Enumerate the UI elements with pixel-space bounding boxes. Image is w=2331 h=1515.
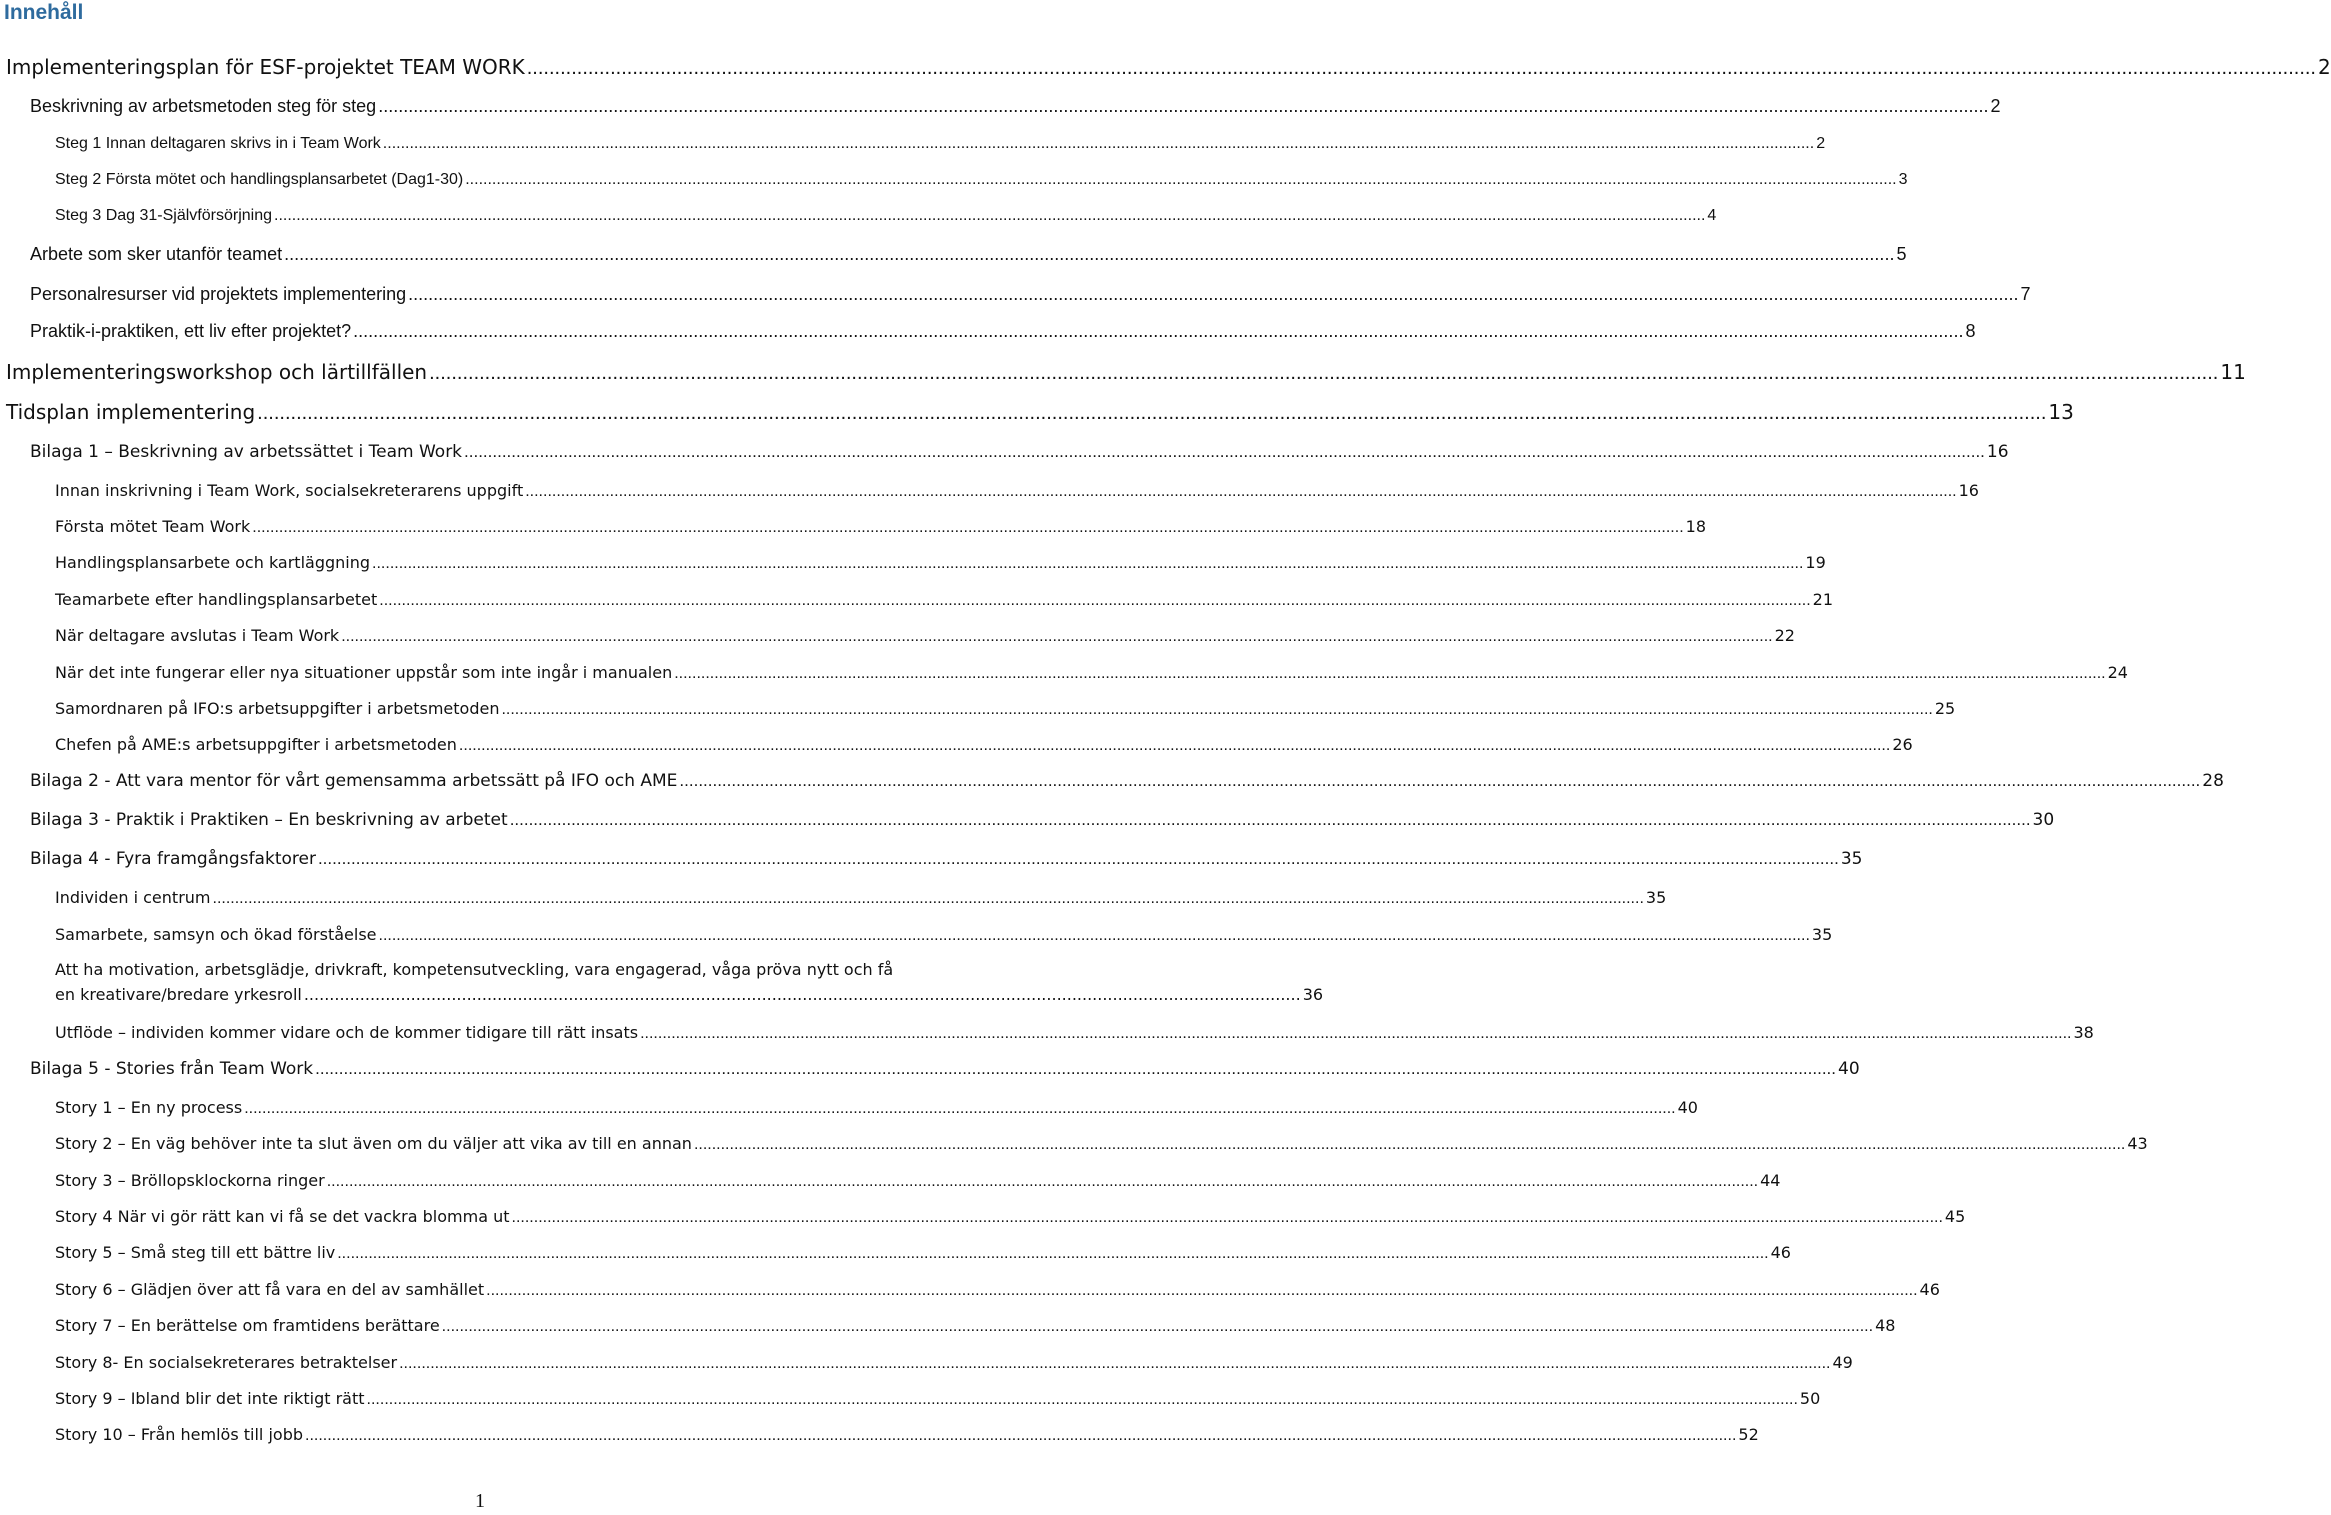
toc-entry-page: 35 [1645,888,1667,907]
toc-leader [429,362,2218,385]
toc-leader [367,1391,1798,1409]
toc-leader [486,1282,1917,1300]
toc-entry-title: Individen i centrum [55,888,211,907]
toc-entry[interactable] [30,849,1863,869]
toc-leader [408,284,2018,305]
toc-entry-title: Personalresurser vid projektets implementering [30,284,407,304]
toc-leader [459,737,1890,755]
toc-entry-title: Arbete som sker utanför teamet [30,244,283,264]
toc-entry-title: Steg 1 Innan deltagaren skrivs in i Team Work [55,135,381,152]
toc-entry-page: 44 [1760,1171,1781,1190]
toc-leader [525,483,1956,501]
toc-entry-page: 25 [1934,699,1956,718]
toc-leader [252,519,1683,537]
toc-entry-title: Att ha motivation, arbetsglädje, drivkraft, kompetensutveckling, vara engagerad, våga pröva nytt och få [55,960,894,979]
toc-entry-title: Chefen på AME:s arbetsuppgifter i arbetsmetoden [55,735,457,754]
toc-entry[interactable] [55,1389,1821,1409]
toc-entry-title: Samarbete, samsyn och ökad förståelse [55,925,377,944]
toc-leader [674,665,2105,683]
toc-entry-title: Bilaga 4 - Fyra framgångsfaktorer [30,849,316,869]
toc-entry-page: 7 [2020,284,2031,304]
toc-entry-page: 4 [1707,207,1717,224]
toc-entry-title: Teamarbete efter handlingsplansarbetet [55,590,378,609]
toc-entry[interactable] [30,321,1976,342]
toc-leader [318,849,1839,869]
toc-entry-title-cont: en kreativare/bredare yrkesroll [55,985,302,1004]
toc-entry[interactable] [55,481,1979,501]
toc-entry-page: 26 [1892,735,1913,754]
toc-entry-page: 11 [2220,360,2246,384]
toc-entry-title: Story 9 – Ibland blir det inte riktigt rätt [55,1389,365,1408]
toc-entry[interactable] [55,1134,2148,1154]
toc-entry[interactable] [55,1316,1896,1336]
toc-entry-page: 45 [1944,1207,1966,1226]
toc-leader [694,1136,2125,1154]
toc-entry-title: Implementeringsworkshop och lärtillfällen [6,360,428,384]
toc-leader [305,1427,1736,1445]
toc-entry[interactable] [55,1023,2094,1043]
toc-entry[interactable] [55,960,1324,1004]
toc-entry-page: 5 [1896,244,1907,264]
toc-entry-page: 19 [1805,553,1826,572]
toc-entry[interactable] [30,284,2031,305]
toc-entry-page: 36 [1302,985,1324,1004]
toc-leader [284,244,1894,265]
toc-entry-page: 22 [1774,626,1795,645]
toc-entry-page: 52 [1738,1425,1759,1444]
toc-leader [510,810,2031,830]
toc-entry-page: 3 [1898,171,1908,188]
toc-leader [378,96,1988,117]
toc-entry-title: Story 5 – Små steg till ett bättre liv [55,1243,336,1262]
toc-entry-page: 46 [1770,1243,1791,1262]
toc-entry[interactable] [55,699,1956,719]
toc-entry[interactable] [55,735,1913,755]
toc-entry-page: 35 [1811,925,1833,944]
toc-entry-title: Samordnaren på IFO:s arbetsuppgifter i arbetsmetoden [55,699,500,718]
toc-entry-title: Story 3 – Bröllopsklockorna ringer [55,1171,325,1190]
toc-entry[interactable] [30,771,2224,791]
toc-leader [257,402,2046,425]
toc-entry[interactable] [55,1280,1940,1300]
toc-entry-page: 43 [2127,1134,2148,1153]
page-number: 1 [475,1490,485,1512]
toc-entry-page: 30 [2032,810,2055,830]
toc-leader [527,57,2316,80]
toc-entry-page: 28 [2202,771,2224,791]
toc-entry[interactable] [55,207,1717,225]
toc-entry[interactable] [55,663,2128,683]
toc-entry[interactable] [30,96,2001,117]
toc-entry-title: Bilaga 3 - Praktik i Praktiken – En beskrivning av arbetet [30,810,508,830]
toc-entry-title: Bilaga 5 - Stories från Team Work [30,1059,314,1079]
toc-entry[interactable] [30,810,2055,830]
toc-entry-title: Story 1 – En ny process [55,1098,243,1117]
toc-leader [464,442,1985,462]
toc-entry-title: När deltagare avslutas i Team Work [55,626,340,645]
toc-entry[interactable] [55,1353,1853,1373]
toc-leader [372,555,1803,573]
toc-leader [399,1355,1830,1373]
toc-entry-title: Handlingsplansarbete och kartläggning [55,553,371,572]
toc-entry-page: 16 [1958,481,1979,500]
toc-entry-title: Praktik-i-praktiken, ett liv efter projektet? [30,321,352,341]
toc-entry-title: Innan inskrivning i Team Work, socialsekreterarens uppgift [55,481,524,500]
toc-entry[interactable] [30,442,2009,462]
toc-entry[interactable] [55,1425,1759,1445]
toc-entry[interactable] [55,553,1826,573]
toc-entry[interactable] [55,590,1834,610]
toc-entry[interactable] [6,55,2331,80]
toc-entry-title: Story 10 – Från hemlös till jobb [55,1425,303,1444]
toc-heading: Innehåll [4,1,84,24]
toc-entry-title: Story 8- En socialsekreterares betraktelser [55,1353,398,1372]
toc-entry[interactable] [55,517,1706,537]
toc-leader [327,1173,1758,1191]
toc-entry[interactable] [55,1171,1781,1191]
toc-entry[interactable] [30,1059,1860,1079]
toc-entry-title: Bilaga 2 - Att vara mentor för vårt gemensamma arbetssätt på IFO och AME [30,771,678,791]
toc-leader [244,1100,1675,1118]
toc-entry-title: Story 7 – En berättelse om framtidens berättare [55,1316,440,1335]
toc-entry-page: 2 [2318,55,2331,79]
toc-entry[interactable] [6,360,2246,385]
toc-entry[interactable] [55,1243,1791,1263]
toc-entry-page: 50 [1799,1389,1821,1408]
toc-entry-page: 18 [1685,517,1706,536]
toc-entry-title: Första mötet Team Work [55,517,251,536]
toc-entry-title: Steg 3 Dag 31-Självförsörjning [55,207,273,224]
toc-entry[interactable] [55,925,1833,945]
toc-entry-title: Implementeringsplan för ESF-projektet TEAM WORK [6,55,525,79]
toc-leader [274,207,1705,225]
toc-entry[interactable] [6,400,2074,425]
toc-leader [337,1245,1768,1263]
toc-entry-page: 38 [2073,1023,2094,1042]
toc-leader [353,321,1963,342]
toc-entry[interactable] [55,1098,1698,1118]
toc-leader [315,1059,1836,1079]
toc-entry-page: 21 [1812,590,1834,609]
toc-leader [383,135,1814,153]
toc-entry-title: Story 2 – En väg behöver inte ta slut även om du väljer att vika av till en annan [55,1134,692,1153]
toc-entry-title: Utflöde – individen kommer vidare och de kommer tidigare till rätt insats [55,1023,639,1042]
toc-entry[interactable] [55,135,1826,153]
toc-entry[interactable] [55,888,1667,908]
toc-entry-title: Tidsplan implementering [6,400,256,424]
toc-leader: .................................................................................................................................................................................................... [303,985,1301,1004]
toc-entry-page: 40 [1838,1059,1860,1079]
toc-entry[interactable] [55,1207,1966,1227]
toc-entry-page: 13 [2048,400,2074,424]
toc-entry-page: 35 [1840,849,1863,869]
toc-entry-title: Story 4 När vi gör rätt kan vi få se det vackra blomma ut [55,1207,510,1226]
toc-entry-title: Beskrivning av arbetsmetoden steg för steg [30,96,377,116]
toc-entry-page: 40 [1677,1098,1698,1117]
toc-entry-title: Bilaga 1 – Beskrivning av arbetssättet i Team Work [30,442,463,462]
toc-leader [512,1209,1943,1227]
toc-leader [679,771,2200,791]
toc-entry-page: 16 [1986,442,2009,462]
toc-leader [213,890,1644,908]
toc-entry-title: När det inte fungerar eller nya situationer uppstår som inte ingår i manualen [55,663,673,682]
toc-entry[interactable] [55,171,1908,189]
toc-entry-page: 48 [1875,1316,1896,1335]
toc-entry-page: 2 [1990,96,2001,116]
toc-entry-page: 24 [2107,663,2128,682]
toc-entry-title: Story 6 – Glädjen över att få vara en del av samhället [55,1280,485,1299]
toc-entry-title: Steg 2 Första mötet och handlingsplansarbetet (Dag1-30) [55,171,464,188]
toc-leader [640,1025,2071,1043]
toc-entry[interactable] [55,626,1795,646]
toc-entry-page: 46 [1919,1280,1940,1299]
toc-entry-page: 8 [1965,321,1976,341]
toc-leader [442,1318,1873,1336]
toc-entry-page: 2 [1816,135,1826,152]
toc-entry-page: 49 [1832,1353,1853,1372]
toc-leader [379,592,1810,610]
toc-leader [501,701,1932,719]
toc-leader [465,171,1896,189]
toc-leader [379,927,1810,945]
toc-leader [341,628,1772,646]
toc-entry[interactable] [30,244,1907,265]
